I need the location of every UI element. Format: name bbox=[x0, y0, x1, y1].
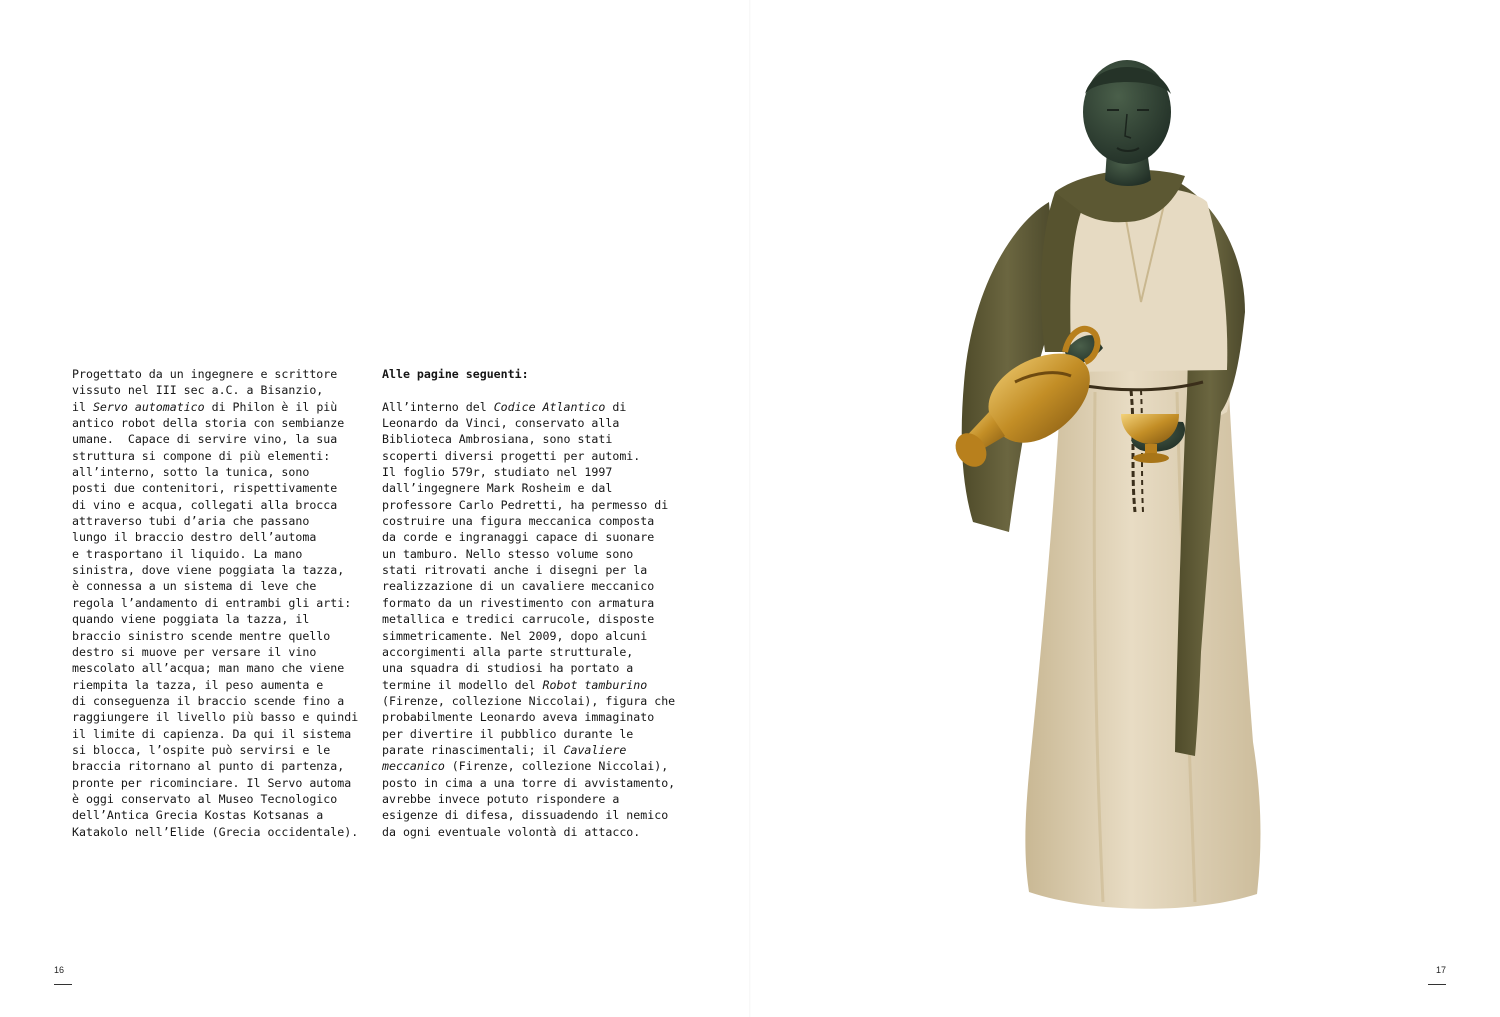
text-run: metallica e tredici carrucole, disposte bbox=[382, 612, 655, 627]
text-run: costruire una figura meccanica composta bbox=[382, 514, 655, 529]
text-line bbox=[72, 742, 372, 758]
text-line bbox=[72, 709, 372, 725]
text-run: di Philon è il più bbox=[204, 399, 338, 414]
text-line bbox=[382, 644, 687, 660]
text-run: riempita la tazza, il peso aumenta e bbox=[72, 677, 324, 692]
text-run: si blocca, l’ospite può servirsi e le bbox=[72, 742, 331, 757]
text-run: all’interno, sotto la tunica, sono bbox=[72, 465, 310, 480]
text-line bbox=[72, 546, 372, 562]
text-line bbox=[72, 382, 372, 398]
text-run: per divertire il pubblico durante le bbox=[382, 726, 634, 741]
text-line bbox=[382, 726, 687, 742]
caption-text-column bbox=[382, 366, 687, 840]
text-line bbox=[382, 791, 687, 807]
text-run: attraverso tubi d’aria che passano bbox=[72, 514, 310, 529]
text-run: Leonardo da Vinci, conservato alla bbox=[382, 416, 620, 431]
text-run: da ogni eventuale volontà di attacco. bbox=[382, 824, 641, 839]
text-line bbox=[382, 758, 687, 774]
text-run: quando viene poggiata la tazza, il bbox=[72, 612, 310, 627]
text-run: posto in cima a una torre di avvistamento, bbox=[382, 775, 676, 790]
text-run: lungo il braccio destro dell’automa bbox=[72, 530, 317, 545]
page-number-left: 16 bbox=[54, 965, 65, 975]
text-run: regola l’andamento di entrambi gli arti: bbox=[72, 595, 352, 610]
text-run: sinistra, dove viene poggiata la tazza, bbox=[72, 563, 345, 578]
text-line bbox=[72, 480, 372, 496]
text-line bbox=[382, 562, 687, 578]
text-line bbox=[382, 464, 687, 480]
text-run: mescolato all’acqua; man mano che viene bbox=[72, 661, 345, 676]
text-run: formato da un rivestimento con armatura bbox=[382, 595, 655, 610]
text-line bbox=[72, 677, 372, 693]
text-run: il limite di capienza. Da qui il sistema bbox=[72, 726, 352, 741]
text-run: destro si muove per versare il vino bbox=[72, 644, 317, 659]
caption-spacer bbox=[382, 382, 687, 398]
text-line bbox=[72, 611, 372, 627]
text-run: e trasportano il liquido. La mano bbox=[72, 546, 303, 561]
italic-title: Robot tamburino bbox=[542, 677, 648, 692]
text-line bbox=[382, 628, 687, 644]
text-run: avrebbe invece potuto rispondere a bbox=[382, 791, 620, 806]
text-line bbox=[382, 399, 687, 415]
caption-lines bbox=[382, 399, 687, 840]
text-line bbox=[382, 709, 687, 725]
text-line bbox=[382, 546, 687, 562]
page-number-rule-left bbox=[54, 984, 72, 985]
text-run: struttura si compone di più elementi: bbox=[72, 448, 331, 463]
right-page bbox=[750, 0, 1500, 1017]
text-line bbox=[382, 431, 687, 447]
text-run: scoperti diversi progetti per automi. bbox=[382, 448, 641, 463]
text-line bbox=[382, 611, 687, 627]
text-line bbox=[382, 677, 687, 693]
text-line bbox=[382, 775, 687, 791]
text-run: dall’ingegnere Mark Rosheim e dal bbox=[382, 481, 613, 496]
text-line bbox=[72, 513, 372, 529]
text-line bbox=[72, 595, 372, 611]
text-line bbox=[72, 562, 372, 578]
text-line bbox=[72, 726, 372, 742]
text-line bbox=[72, 578, 372, 594]
text-run: realizzazione di un cavaliere meccanico bbox=[382, 579, 655, 594]
text-run: un tamburo. Nello stesso volume sono bbox=[382, 546, 634, 561]
text-run: di conseguenza il braccio scende fino a bbox=[72, 693, 345, 708]
body-text-column bbox=[72, 366, 372, 840]
text-line bbox=[72, 824, 372, 840]
text-run: raggiungere il livello più basso e quindi bbox=[72, 710, 359, 725]
text-line bbox=[72, 448, 372, 464]
text-line bbox=[72, 366, 372, 382]
text-run: è oggi conservato al Museo Tecnologico bbox=[72, 791, 338, 806]
text-line bbox=[382, 513, 687, 529]
text-run: di vino e acqua, collegati alla brocca bbox=[72, 497, 338, 512]
text-run: è connessa a un sistema di leve che bbox=[72, 579, 317, 594]
text-run: accorgimenti alla parte strutturale, bbox=[382, 644, 634, 659]
text-run: Il foglio 579r, studiato nel 1997 bbox=[382, 465, 613, 480]
page-number-right: 17 bbox=[1435, 965, 1446, 975]
text-line bbox=[72, 775, 372, 791]
text-run: termine il modello del bbox=[382, 677, 543, 692]
text-line bbox=[72, 807, 372, 823]
text-line bbox=[72, 758, 372, 774]
text-run: di bbox=[605, 399, 627, 414]
text-run: Katakolo nell’Elide (Grecia occidentale). bbox=[72, 824, 359, 839]
caption-heading: Alle pagine seguenti: bbox=[382, 367, 529, 381]
text-run: il bbox=[72, 399, 93, 414]
text-line bbox=[72, 529, 372, 545]
text-line bbox=[72, 497, 372, 513]
text-line bbox=[72, 693, 372, 709]
text-run: una squadra di studiosi ha portato a bbox=[382, 661, 634, 676]
text-line bbox=[382, 807, 687, 823]
text-run: braccia ritornano al punto di partenza, bbox=[72, 759, 345, 774]
text-line bbox=[382, 448, 687, 464]
text-run: Biblioteca Ambrosiana, sono stati bbox=[382, 432, 613, 447]
text-line bbox=[382, 578, 687, 594]
text-run: All’interno del bbox=[382, 399, 494, 414]
text-run: pronte per ricominciare. Il Servo automa bbox=[72, 775, 352, 790]
text-run: parate rinascimentali; il bbox=[382, 742, 564, 757]
text-run: umane. Capace di servire vino, la sua bbox=[72, 432, 338, 447]
text-run: Progettato da un ingegnere e scrittore bbox=[72, 367, 338, 381]
text-line bbox=[382, 480, 687, 496]
text-run: da corde e ingranaggi capace di suonare bbox=[382, 530, 655, 545]
text-run: stati ritrovati anche i disegni per la bbox=[382, 563, 648, 578]
text-run: simmetricamente. Nel 2009, dopo alcuni bbox=[382, 628, 648, 643]
automaton-servant-statue-icon bbox=[945, 52, 1310, 914]
text-run: probabilmente Leonardo aveva immaginato bbox=[382, 710, 655, 725]
text-run: antico robot della storia con sembianze bbox=[72, 416, 345, 431]
text-line bbox=[382, 824, 687, 840]
text-run: posti due contenitori, rispettivamente bbox=[72, 481, 338, 496]
text-line bbox=[382, 529, 687, 545]
italic-title: meccanico bbox=[382, 759, 445, 774]
text-line bbox=[382, 595, 687, 611]
text-run: vissuto nel III sec a.C. a Bisanzio, bbox=[72, 383, 324, 398]
text-line bbox=[72, 399, 372, 415]
text-line bbox=[72, 660, 372, 676]
text-run: professore Carlo Pedretti, ha permesso di bbox=[382, 497, 669, 512]
text-line bbox=[72, 464, 372, 480]
text-line bbox=[72, 791, 372, 807]
text-run: esigenze di difesa, dissuadendo il nemico bbox=[382, 808, 669, 823]
text-line bbox=[382, 660, 687, 676]
text-line bbox=[382, 693, 687, 709]
text-line bbox=[72, 415, 372, 431]
text-line bbox=[72, 644, 372, 660]
text-run: dell’Antica Grecia Kostas Kotsanas a bbox=[72, 808, 324, 823]
italic-title: Cavaliere bbox=[563, 742, 627, 757]
text-line bbox=[72, 431, 372, 447]
text-line bbox=[72, 628, 372, 644]
text-line bbox=[382, 742, 687, 758]
page-number-rule-right bbox=[1428, 984, 1446, 985]
italic-title: Codice Atlantico bbox=[493, 399, 606, 414]
text-run: (Firenze, collezione Niccolai), bbox=[444, 759, 669, 774]
text-run: braccio sinistro scende mentre quello bbox=[72, 628, 331, 643]
text-line bbox=[382, 415, 687, 431]
italic-title: Servo automatico bbox=[92, 399, 205, 414]
text-run: (Firenze, collezione Niccolai), figura che bbox=[382, 693, 676, 708]
text-line bbox=[382, 497, 687, 513]
